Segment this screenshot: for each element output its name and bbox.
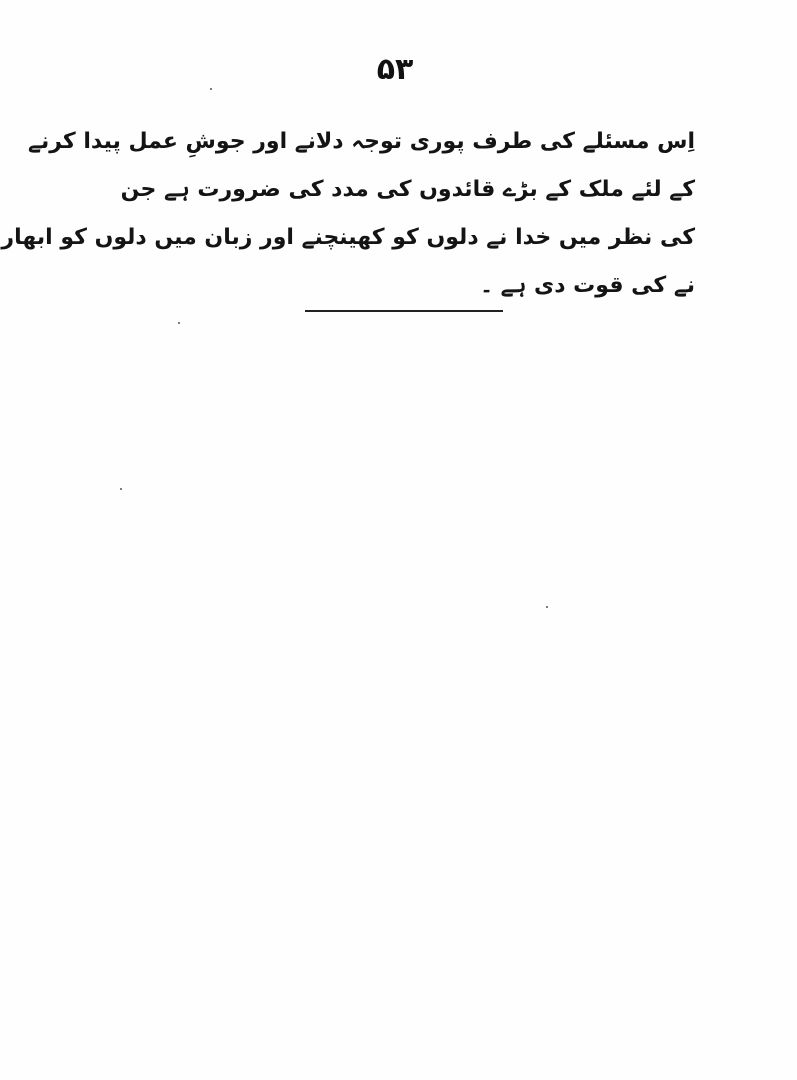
scan-speck [546,606,548,608]
scan-speck [210,88,212,90]
page-number: ۵۳ [376,52,414,87]
text-line-4: نے کی قوت دی ہے ۔ [480,273,695,298]
scan-speck [120,488,122,490]
text-line-3: کی نظر میں خدا نے دلوں کو کھینچنے اور زبان میں دلوں کو ابھار [1,225,695,250]
section-end-rule [305,310,503,312]
scan-speck [178,322,180,324]
text-line-2: کے لئے ملک کے بڑے قائدوں کی مدد کی ضرورت ہے جن [120,177,695,202]
text-line-1: اِس مسئلے کی طرف پوری توجہ دلانے اور جوشِ عمل پیدا کرنے [28,129,695,154]
paragraph [1,118,695,310]
